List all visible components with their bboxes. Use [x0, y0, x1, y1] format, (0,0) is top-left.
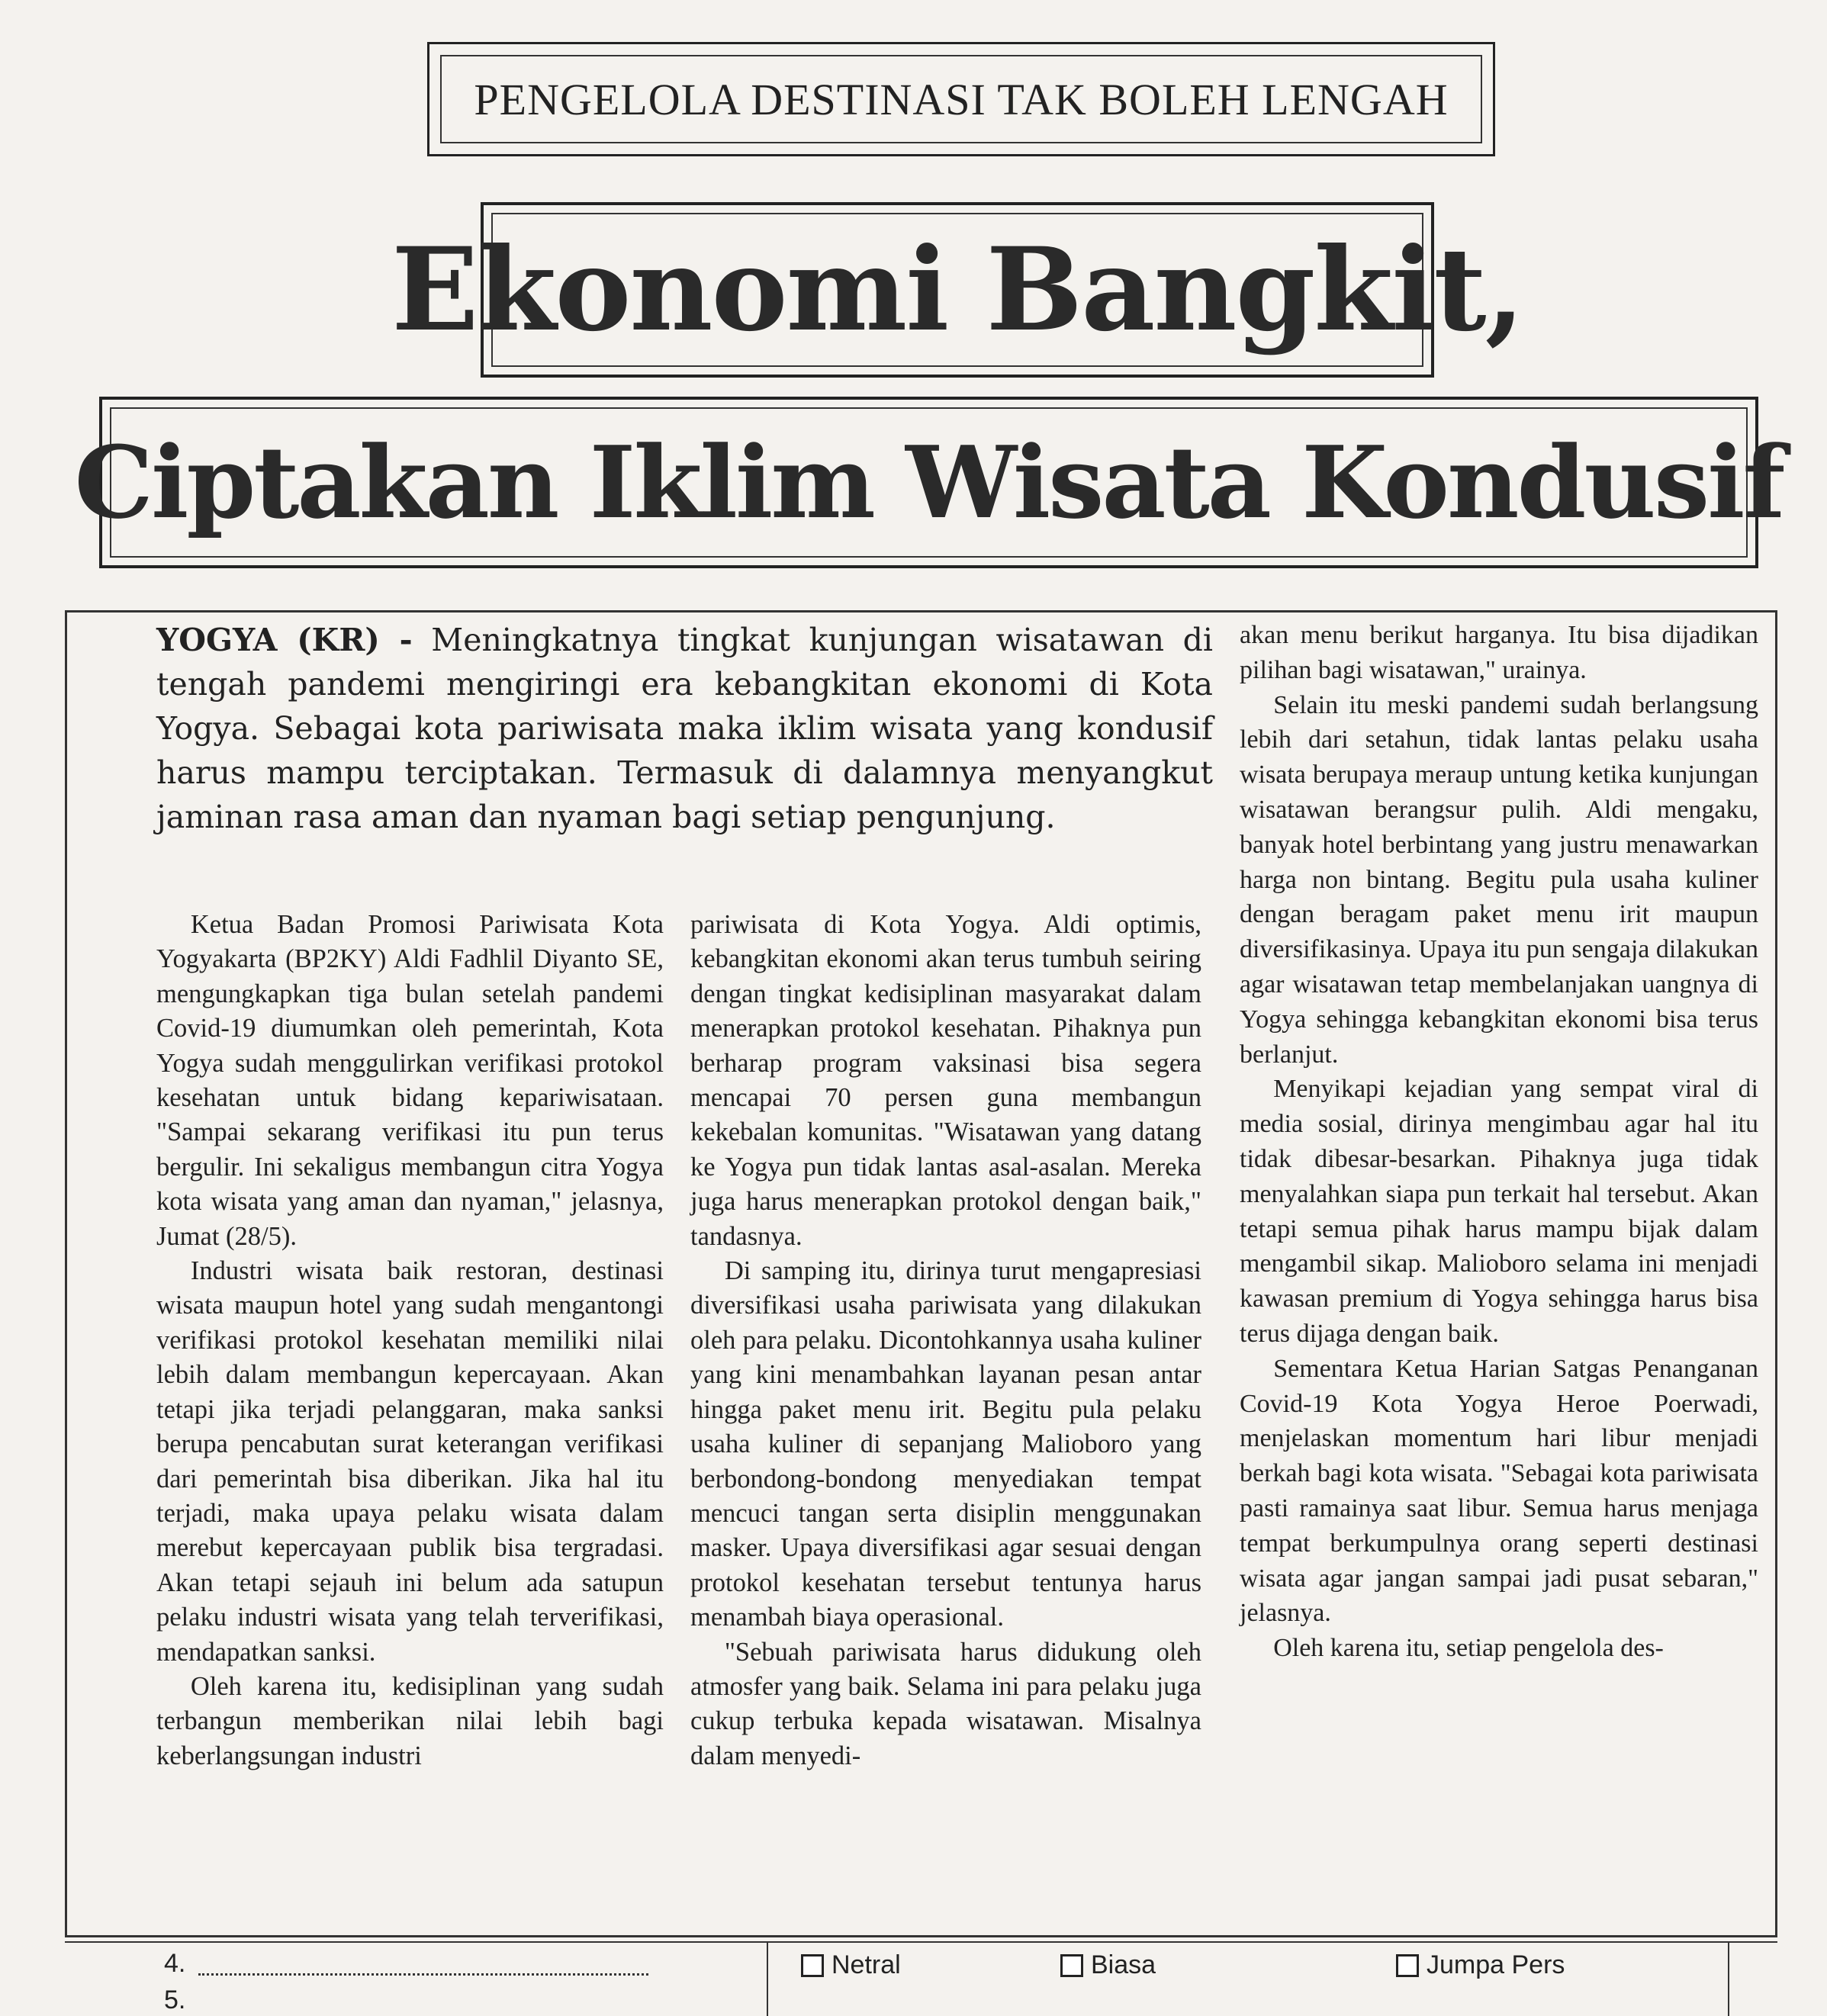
- col3-paragraph-4: Sementara Ketua Harian Satgas Penanganan Covid-19 Kota Yogya Heroe Poerwadi, menjelaskan momentum hari libur menjadi berkah bagi kota wisata. "Sebagai kota pariwisata pasti ramainya saat libur. Semua harus menjaga tempat berkumpulnya orang seperti destinasi wisata agar jangan sampai jadi pusat sebaran," jelasnya.: [1240, 1354, 1758, 1628]
- headline-box-1: [391, 202, 1523, 378]
- col3-paragraph-3: Menyikapi kejadian yang sempat viral di media sosial, dirinya mengimbau agar hal itu tidak dibesar-besarkan. Pihaknya juga tidak menyalahkan siapa pun terkait hal tersebut. Akan tetapi semua pihak harus mampu bijak dalam mengambil sikap. Malioboro selama ini menjadi kawasan premium di Yogya sehingga harus bisa terus dijaga dengan baik.: [1240, 1075, 1758, 1348]
- dateline: YOGYA (KR) -: [156, 622, 413, 658]
- biasa-option[interactable]: [1060, 1950, 1156, 1980]
- headline-line-1: Ekonomi Bangkit,: [491, 213, 1423, 367]
- jumpa-pers-checkbox[interactable]: [1396, 1954, 1419, 1977]
- footer-row-4-label: 4.: [164, 1949, 186, 1978]
- headline-box-2: [74, 397, 1784, 568]
- column-2: [690, 908, 1201, 1773]
- netral-checkbox[interactable]: [801, 1954, 824, 1977]
- lead-text: Meningkatnya tingkat kunjungan wisatawan di tengah pandemi mengiringi era kebangkitan ekonomi di Kota Yogya. Sebagai kota pariwisata maka iklim wisata yang kondusif harus mampu terciptakan. Termasuk di dalamnya menyangkut jaminan rasa aman dan nyaman bagi setiap pengunjung.: [156, 622, 1213, 835]
- biasa-label: Biasa: [1091, 1950, 1156, 1979]
- footer-divider: [767, 1943, 768, 2016]
- column-1: [156, 908, 664, 1773]
- col3-paragraph-2: Selain itu meski pandemi sudah berlangsung lebih dari setahun, tidak lantas pelaku usaha wisata berupaya meraup untung ketika kunjungan wisatawan berangsur pulih. Aldi mengaku, banyak hotel berbintang yang justru menawarkan harga non bintang. Begitu pula usaha kuliner dengan beragam paket menu irit maupun diversifikasinya. Upaya itu pun sengaja dilakukan agar wisatawan tetap membelanjakan uangnya di Yogya sehingga kebangkitan ekonomi bisa terus berlanjut.: [1240, 690, 1758, 1069]
- kicker: PENGELOLA DESTINASI TAK BOLEH LENGAH: [440, 55, 1482, 143]
- column-3: [1240, 618, 1758, 1666]
- clipping-footer-form: [65, 1941, 1777, 2016]
- col3-paragraph-5: Oleh karena itu, setiap pengelola des-: [1273, 1634, 1664, 1663]
- col2-paragraph-3: "Sebuah pariwisata harus didukung oleh atmosfer yang baik. Selama ini para pelaku juga cukup terbuka kepada wisatawan. Misalnya dalam menyedi-: [690, 1637, 1201, 1770]
- footer-row-4-line: [198, 1973, 648, 1976]
- footer-divider: [1728, 1943, 1729, 2016]
- col1-paragraph-3: Oleh karena itu, kedisiplinan yang sudah terbangun memberikan nilai lebih bagi keberlangsungan industri: [156, 1671, 664, 1770]
- netral-option[interactable]: [801, 1950, 901, 1980]
- kicker-box: [427, 42, 1495, 156]
- col2-paragraph-1: pariwisata di Kota Yogya. Aldi optimis, kebangkitan ekonomi akan terus tumbuh seiring dengan tingkat kedisiplinan masyarakat dalam menerapkan protokol kesehatan. Pihaknya pun berharap program vaksinasi bisa segera mencapai 70 persen guna membangun kekebalan komunitas. "Wisatawan yang datang ke Yogya pun tidak lantas asal-asalan. Mereka juga harus menerapkan protokol dengan baik," tandasnya.: [690, 910, 1201, 1251]
- jumpa-pers-option[interactable]: [1396, 1950, 1565, 1980]
- netral-label: Netral: [831, 1950, 901, 1979]
- footer-row-5-label: 5.: [164, 1985, 186, 2014]
- biasa-checkbox[interactable]: [1060, 1954, 1083, 1977]
- lead-paragraph: [156, 618, 1213, 839]
- jumpa-pers-label: Jumpa Pers: [1427, 1950, 1565, 1979]
- col2-paragraph-2: Di samping itu, dirinya turut mengapresiasi diversifikasi usaha pariwisata yang dilakukan oleh para pelaku. Dicontohkannya usaha kuliner yang kini menambahkan layanan pesan antar hingga paket menu irit. Begitu pula pelaku usaha kuliner di sepanjang Malioboro yang berbondong-bondong menyediakan tempat mencuci tangan serta disiplin menggunakan masker. Upaya diversifikasi agar sesuai dengan protokol kesehatan tersebut tentunya harus menambah biaya operasional.: [690, 1256, 1201, 1632]
- headline-line-2: Ciptakan Iklim Wisata Kondusif: [110, 407, 1748, 558]
- col1-paragraph-2: Industri wisata baik restoran, destinasi wisata maupun hotel yang sudah mengantongi verifikasi protokol kesehatan memiliki nilai lebih dalam membangun kepercayaan. Akan tetapi jika terjadi pelanggaran, maka sanksi berupa pencabutan surat keterangan verifikasi dari pemerintah bisa diberikan. Jika hal itu terjadi, maka upaya pelaku wisata dalam merebut kepercayaan publik bisa tergradasi. Akan tetapi sejauh ini belum ada satupun pelaku industri wisata yang telah terverifikasi, mendapatkan sanksi.: [156, 1256, 664, 1667]
- col1-paragraph-1: Ketua Badan Promosi Pariwisata Kota Yogyakarta (BP2KY) Aldi Fadhlil Diyanto SE, mengungkapkan tiga bulan setelah pandemi Covid-19 diumumkan oleh pemerintah, Kota Yogya sudah menggulirkan verifikasi protokol kesehatan untuk bidang kepariwisataan. "Sampai sekarang verifikasi itu pun terus bergulir. Ini sekaligus membangun citra Yogya kota wisata yang aman dan nyaman," jelasnya, Jumat (28/5).: [156, 910, 664, 1251]
- col3-paragraph-1: akan menu berikut harganya. Itu bisa dijadikan pilihan bagi wisatawan," urainya.: [1240, 621, 1758, 684]
